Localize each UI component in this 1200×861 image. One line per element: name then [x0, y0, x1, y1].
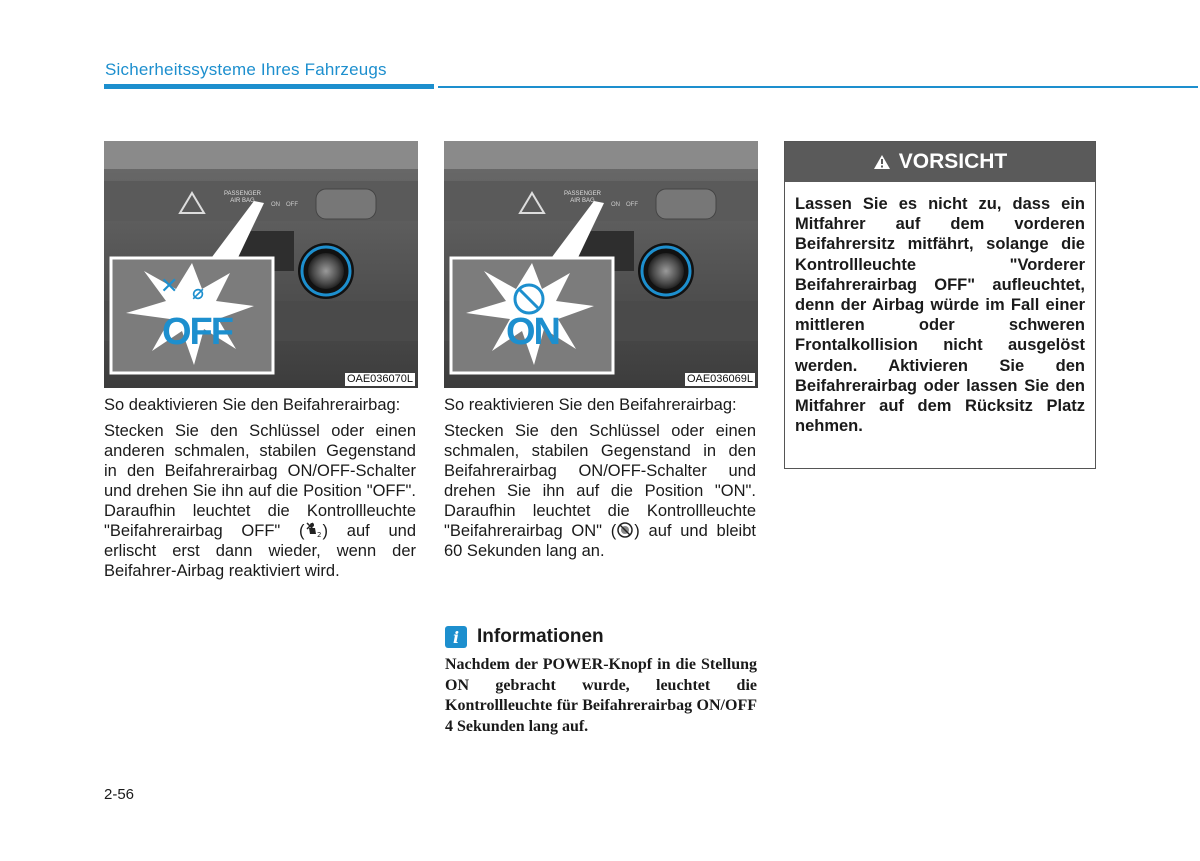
- intro-text: So deaktivieren Sie den Beifahrerairbag:: [104, 396, 401, 414]
- caution-header: [785, 142, 1095, 182]
- info-icon: i: [445, 626, 467, 648]
- callout-status-text: ON: [506, 311, 559, 353]
- caution-box: [784, 141, 1096, 469]
- callout-status-text: OFF: [162, 311, 232, 353]
- photo-code: OAE036069L: [686, 373, 753, 385]
- page-number: 2-56: [104, 786, 135, 803]
- panel-label: AIR BAG: [230, 198, 255, 204]
- svg-text:⌀: ⌀: [192, 280, 205, 304]
- photo-airbag-off: [104, 141, 418, 388]
- header-accent-bar: [104, 84, 434, 89]
- svg-text:✕: ✕: [160, 274, 179, 299]
- panel-label: PASSENGER: [224, 191, 261, 197]
- airbag-on-icon: [617, 522, 633, 538]
- panel-off-label: OFF: [286, 202, 298, 208]
- panel-on-label: ON: [271, 202, 280, 208]
- panel-on-label: ON: [611, 202, 620, 208]
- right-column: [444, 395, 756, 567]
- panel-label: PASSENGER: [564, 191, 601, 197]
- info-title: Informationen: [477, 626, 604, 647]
- body-text: Stecken Sie den Schlüssel oder einen anderen schmalen, stabilen Gegenstand in den Beifahrerairbag ON/OFF-Schalter und drehen Sie ihn auf die Position "OFF". Daraufhin leuchtet die Kontrollleuchte "Beifahrerairbag OFF" ( 2 ) auf und erlischt erst dann wieder, wenn der Beifahrer-Airbag reaktiviert wird.: [104, 422, 416, 580]
- body-text: Stecken Sie den Schlüssel oder einen schmalen, stabilen Gegenstand in den Beifahrerairbag ON/OFF-Schalter und drehen Sie ihn auf die Position "ON". Daraufhin leuchtet die Kontrollleuchte "Beifahrerairbag ON" ( ) auf und bleibt 60 Sekunden lang an.: [444, 422, 756, 560]
- airbag-off-icon: [306, 522, 322, 538]
- svg-text:2: 2: [316, 531, 321, 538]
- photo-code: OAE036070L: [346, 373, 413, 385]
- photo-airbag-on: [444, 141, 758, 388]
- section-title: Sicherheitssysteme Ihres Fahrzeugs: [105, 60, 387, 79]
- header-rule: [438, 86, 1198, 88]
- caution-text: Lassen Sie es nicht zu, dass ein Mitfahrer auf dem vorderen Beifahrersitz mitfährt, solange die Kontrollleuchte "Vorderer Beifahrerairbag OFF" aufleuchtet, denn der Airbag würde im Fall einer mittleren oder schweren Frontalkollision nicht ausgelöst werden. Aktivieren Sie den Beifahrerairbag oder lassen Sie den Mitfahrer auf dem Rücksitz Platz nehmen.: [795, 195, 1085, 436]
- caution-title: VORSICHT: [898, 150, 1008, 173]
- intro-text: So reaktivieren Sie den Beifahrerairbag:: [444, 396, 737, 414]
- info-header: [445, 626, 604, 648]
- info-text: Nachdem der POWER-Knopf in die Stellung ON gebracht wurde, leuchtet die Kontrollleuchte für Beifahrerairbag ON/OFF 4 Sekunden lang auf.: [445, 656, 757, 735]
- panel-label: AIR BAG: [570, 198, 595, 204]
- panel-off-label: OFF: [626, 202, 638, 208]
- warning-triangle-icon: [873, 154, 891, 170]
- left-column: [104, 395, 416, 587]
